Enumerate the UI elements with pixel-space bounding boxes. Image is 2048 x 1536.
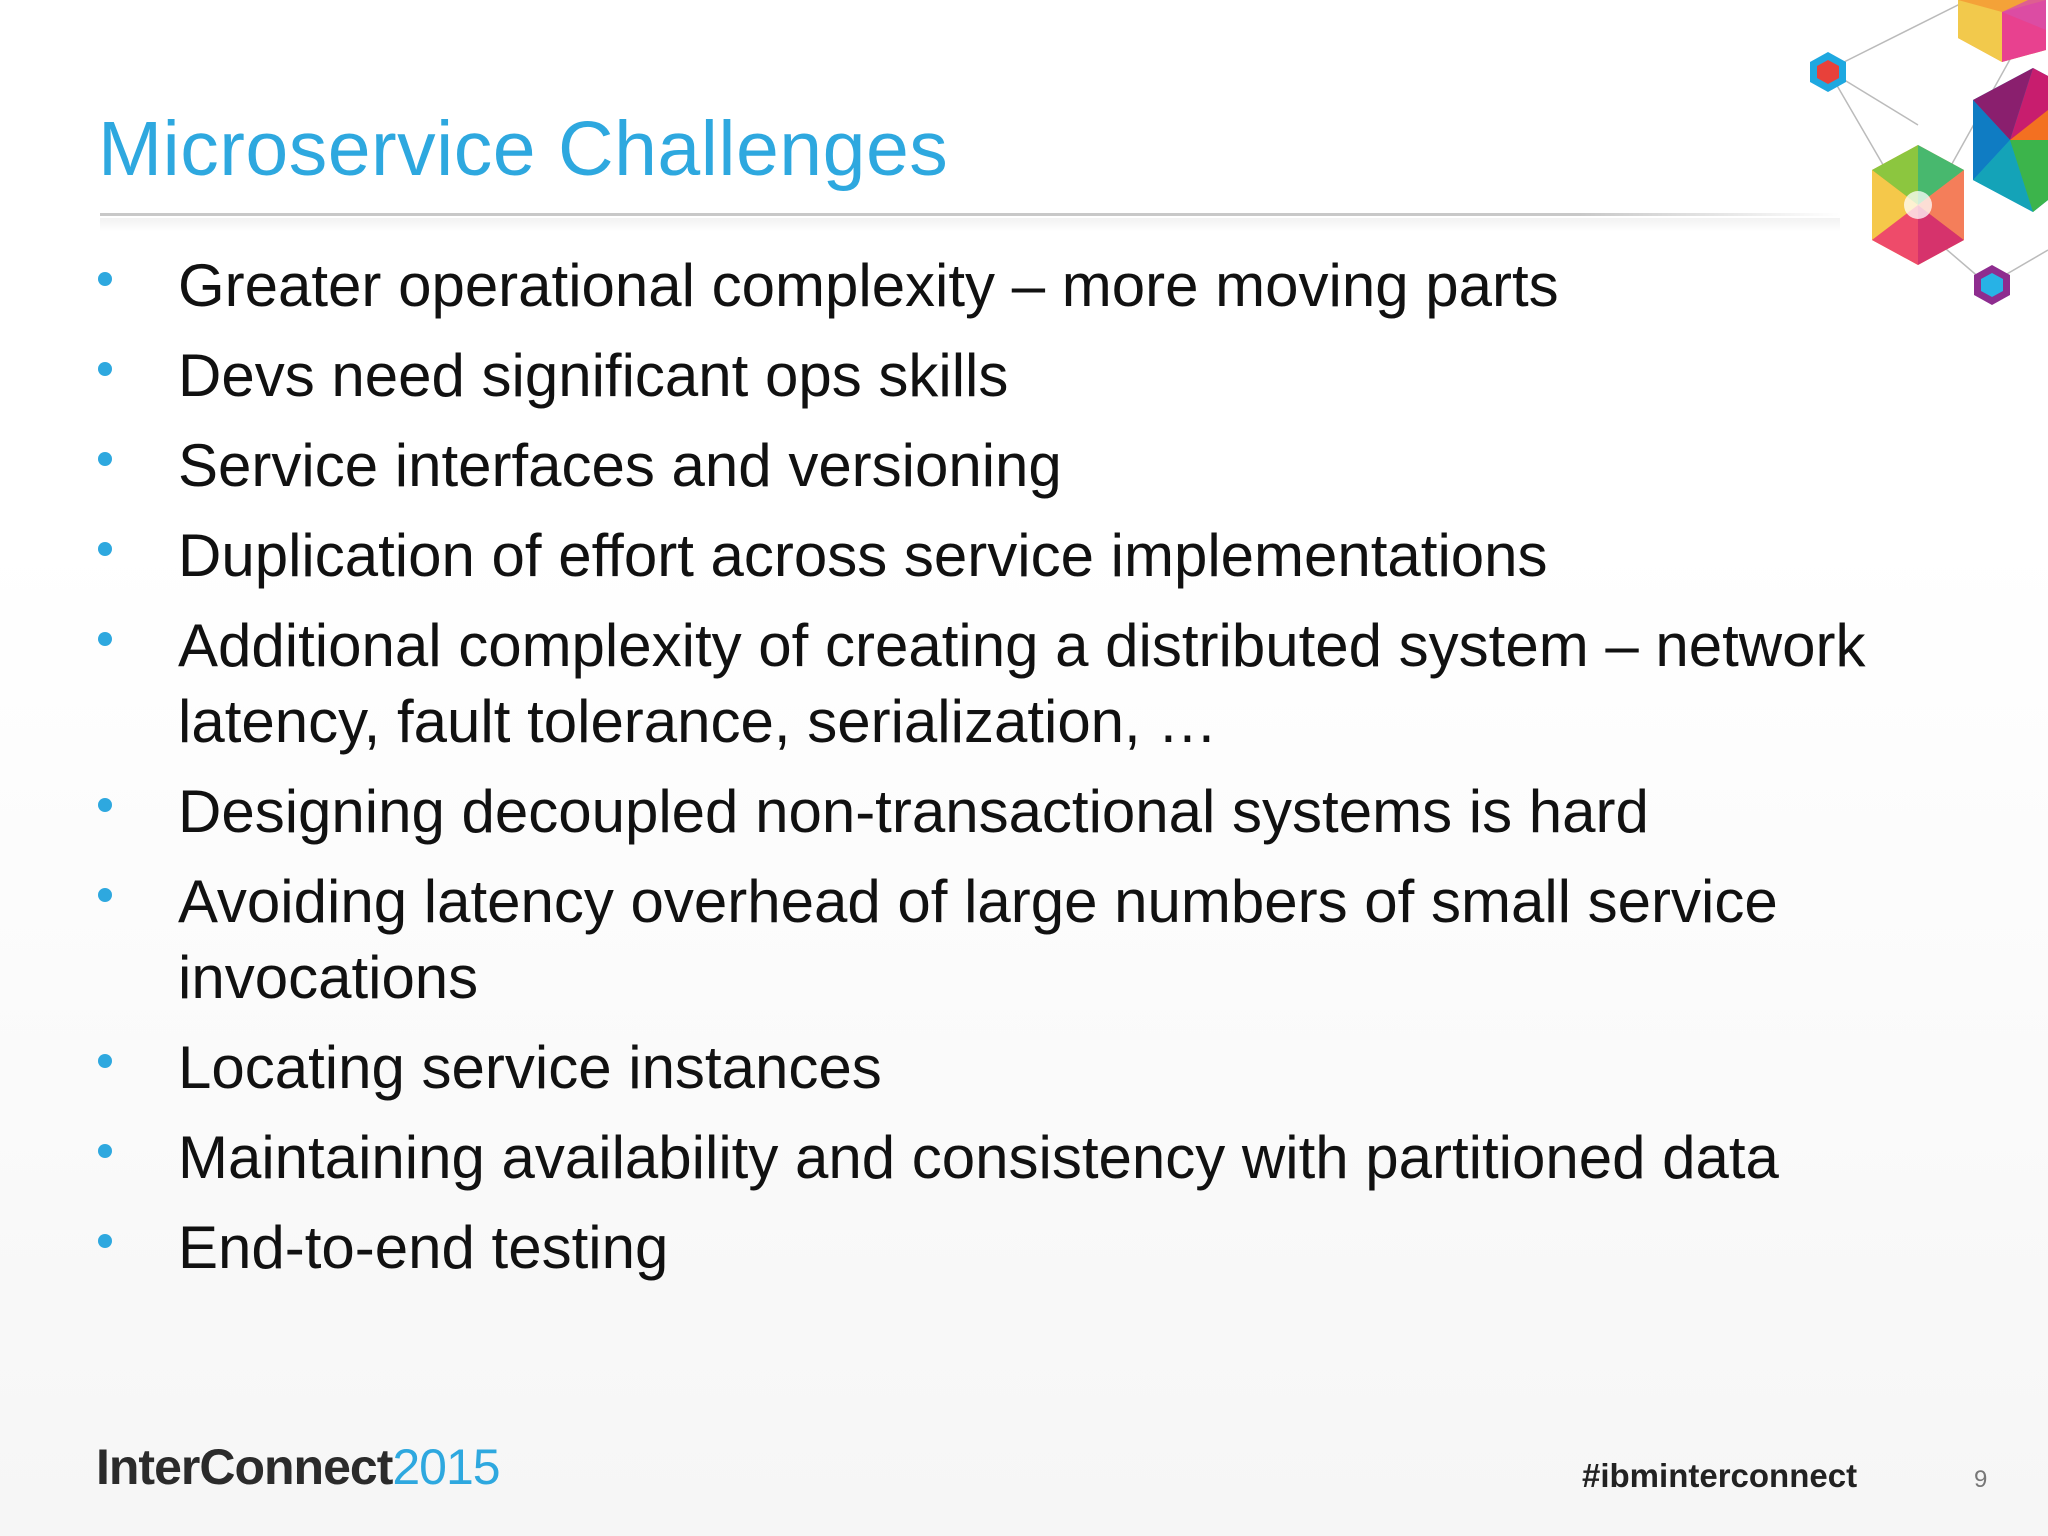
bullet-text: Avoiding latency overhead of large numbers of small service invocations [178,868,1778,1011]
bullet-item [98,248,1998,324]
bullet-dot-icon [98,272,112,286]
bullet-dot-icon [98,1144,112,1158]
slide-title: Microservice Challenges [98,106,949,192]
bullet-text: Designing decoupled non-transactional systems is hard [178,778,1649,845]
bullet-dot-icon [98,362,112,376]
interconnect-logo [96,1438,500,1496]
bullet-item [98,1210,1998,1286]
bullet-dot-icon [98,798,112,812]
logo-main-text: InterConnect [96,1439,393,1495]
bullet-text: Greater operational complexity – more moving parts [178,252,1559,319]
bullet-text: Maintaining availability and consistency with partitioned data [178,1124,1779,1191]
hexagon-left-icon [1872,145,1964,265]
bullet-dot-icon [98,632,112,646]
bullet-item [98,1120,1998,1196]
hexagon-large-icon [1973,68,2048,212]
bullet-item [98,864,1998,1016]
bullet-text: Devs need significant ops skills [178,342,1009,409]
bullet-text: Service interfaces and versioning [178,432,1062,499]
page-number: 9 [1974,1466,1988,1493]
bullet-item [98,518,1998,594]
event-hashtag: #ibminterconnect [1582,1457,1858,1494]
title-divider-shadow [100,218,1840,232]
bullet-item [98,1030,1998,1106]
bullet-item [98,428,1998,504]
bullet-item [98,608,1998,760]
bullet-list [98,248,1998,1300]
bullet-dot-icon [98,542,112,556]
bullet-text: Additional complexity of creating a distributed system – network latency, fault tolerance, serialization, … [178,612,1866,755]
bullet-dot-icon [98,1234,112,1248]
bullet-text: Locating service instances [178,1034,882,1101]
bullet-item [98,338,1998,414]
bullet-text: End-to-end testing [178,1214,669,1281]
bullet-dot-icon [98,888,112,902]
hexagon-top-icon [1958,0,2046,62]
bullet-dot-icon [98,452,112,466]
hexagon-small-red-icon [1810,52,1846,92]
bullet-dot-icon [98,1054,112,1068]
bullet-text: Duplication of effort across service implementations [178,522,1548,589]
bullet-item [98,774,1998,850]
logo-year-text: 2015 [392,1439,500,1495]
title-divider [100,213,1840,216]
